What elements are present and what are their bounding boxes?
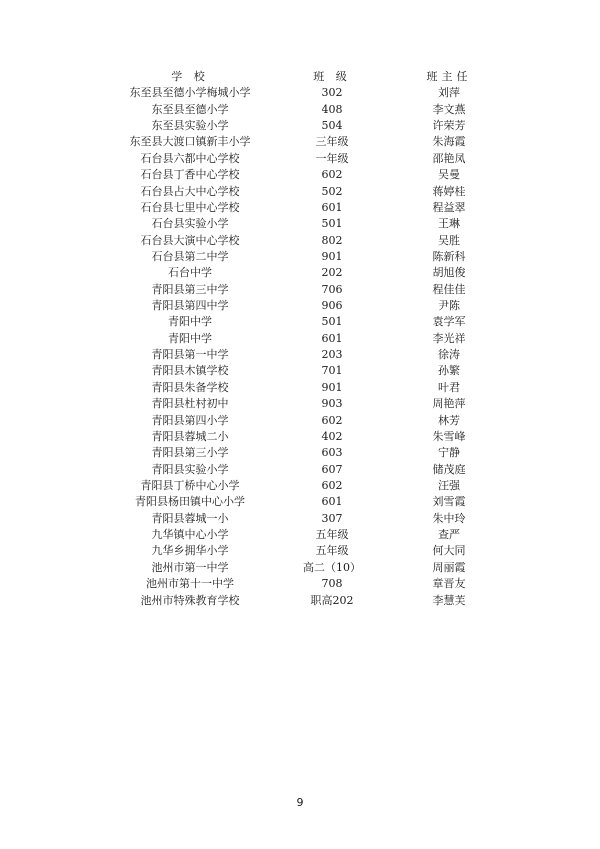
teacher-cell: 邵艳凤: [432, 151, 466, 165]
school-cell: 石台县第二中学: [151, 249, 229, 263]
school-cell: 青阳县第四小学: [151, 413, 229, 427]
school-cell: 九华乡拥华小学: [151, 544, 229, 558]
school-cell: 池州市特殊教育学校: [140, 593, 240, 607]
school-cell: 青阳县第一中学: [151, 348, 229, 362]
table-row: [118, 314, 496, 330]
school-cell: 石台中学: [168, 266, 212, 280]
table-row: [118, 249, 496, 265]
class-cell: 601: [321, 331, 343, 345]
class-cell: 501: [321, 217, 343, 231]
table-row: [118, 282, 496, 298]
table-row: [118, 494, 496, 510]
teacher-cell: 朱雪峰: [432, 429, 466, 443]
teacher-cell: 尹陈: [438, 299, 460, 313]
class-cell: 三年级: [315, 135, 349, 149]
table-row: [118, 396, 496, 412]
school-cell: 青阳县蓉城一小: [151, 511, 229, 525]
table-row: [118, 478, 496, 494]
school-cell: 青阳中学: [168, 331, 212, 345]
teacher-cell: 吴曼: [438, 168, 460, 182]
table-row: [118, 462, 496, 478]
table-row: [118, 85, 496, 101]
school-cell: 池州市第一中学: [151, 560, 229, 574]
teacher-cell: 储茂庭: [432, 462, 466, 476]
table-row: [118, 265, 496, 281]
table-row: [118, 167, 496, 183]
class-cell: 903: [321, 397, 343, 411]
school-cell: 石台县大演中心学校: [140, 233, 240, 247]
table-row: [118, 380, 496, 396]
header-class: 班 级: [313, 70, 351, 83]
school-cell: 东至县大渡口镇新丰小学: [129, 135, 251, 149]
class-cell: 职高202: [310, 593, 354, 607]
school-cell: 青阳县实验小学: [151, 462, 229, 476]
class-cell: 706: [321, 282, 343, 296]
school-cell: 青阳县杜村初中: [151, 397, 229, 411]
table-row: [118, 102, 496, 118]
class-cell: 901: [321, 380, 343, 394]
table-body: [118, 85, 496, 609]
table-row: [118, 134, 496, 150]
school-cell: 东至县实验小学: [151, 119, 229, 133]
table-row: [118, 576, 496, 592]
teacher-cell: 李光祥: [432, 331, 466, 345]
teacher-cell: 李慧芙: [432, 593, 466, 607]
class-cell: 504: [321, 119, 343, 133]
table-row: [118, 216, 496, 232]
table-row: [118, 511, 496, 527]
teacher-cell: 李文燕: [432, 102, 466, 116]
table-header-row: [118, 69, 496, 85]
school-cell: 青阳县木镇学校: [151, 364, 229, 378]
teacher-cell: 程佳佳: [432, 282, 466, 296]
class-cell: 302: [321, 86, 343, 100]
teacher-cell: 袁学军: [432, 315, 466, 329]
class-cell: 402: [321, 429, 343, 443]
teacher-cell: 刘雪霞: [432, 495, 466, 509]
class-cell: 708: [321, 577, 343, 591]
table-row: [118, 363, 496, 379]
class-cell: 五年级: [315, 528, 349, 542]
table-row: [118, 347, 496, 363]
class-cell: 602: [321, 168, 343, 182]
class-cell: 307: [321, 511, 343, 525]
class-cell: 高二（10）: [303, 560, 361, 574]
class-cell: 906: [321, 299, 343, 313]
school-cell: 青阳县朱备学校: [151, 380, 229, 394]
teacher-cell: 朱中玲: [432, 511, 466, 525]
class-cell: 802: [321, 233, 343, 247]
school-cell: 石台县丁香中心学校: [140, 168, 240, 182]
school-cell: 东至县至德小学梅城小学: [129, 86, 251, 100]
table-row: [118, 560, 496, 576]
class-cell: 901: [321, 249, 343, 263]
header-school: 学 校: [171, 70, 209, 83]
teacher-cell: 周艳萍: [432, 397, 466, 411]
teacher-cell: 陈新科: [432, 249, 466, 263]
teacher-cell: 周丽霞: [432, 560, 466, 574]
table-row: [118, 233, 496, 249]
teacher-cell: 林芳: [438, 413, 460, 427]
teacher-cell: 吴胜: [438, 233, 460, 247]
class-cell: 408: [321, 102, 343, 116]
class-cell: 五年级: [315, 544, 349, 558]
table-row: [118, 543, 496, 559]
school-cell: 东至县至德小学: [151, 102, 229, 116]
teacher-cell: 汪强: [438, 478, 460, 492]
class-cell: 602: [321, 478, 343, 492]
teacher-cell: 刘萍: [438, 86, 460, 100]
teacher-cell: 徐涛: [438, 348, 460, 362]
table-row: [118, 593, 496, 609]
teacher-cell: 宁静: [438, 446, 460, 460]
class-cell: 501: [321, 315, 343, 329]
school-cell: 九华镇中心小学: [151, 528, 229, 542]
table-row: [118, 200, 496, 216]
class-cell: 502: [321, 184, 343, 198]
class-cell: 607: [321, 462, 343, 476]
table-row: [118, 331, 496, 347]
class-cell: 701: [321, 364, 343, 378]
header-teacher: 班主任: [426, 70, 472, 83]
teacher-cell: 章晋友: [432, 577, 466, 591]
school-cell: 石台县占大中心学校: [140, 184, 240, 198]
class-cell: 203: [321, 348, 343, 362]
table-row: [118, 413, 496, 429]
teacher-cell: 查严: [438, 528, 460, 542]
table-row: [118, 429, 496, 445]
teacher-cell: 许荣芳: [432, 119, 466, 133]
class-cell: 602: [321, 413, 343, 427]
table-row: [118, 445, 496, 461]
school-cell: 青阳县第三中学: [151, 282, 229, 296]
class-teacher-table: [118, 69, 496, 609]
teacher-cell: 程益翠: [432, 200, 466, 214]
school-cell: 青阳中学: [168, 315, 212, 329]
table-row: [118, 298, 496, 314]
school-cell: 石台县七里中心学校: [140, 200, 240, 214]
teacher-cell: 蒋婷桂: [432, 184, 466, 198]
table-row: [118, 118, 496, 134]
page-number: 9: [296, 796, 304, 809]
school-cell: 石台县实验小学: [151, 217, 229, 231]
school-cell: 池州市第十一中学: [146, 577, 234, 591]
table-row: [118, 184, 496, 200]
teacher-cell: 胡旭俊: [432, 266, 466, 280]
class-cell: 601: [321, 200, 343, 214]
school-cell: 青阳县第三小学: [151, 446, 229, 460]
teacher-cell: 王琳: [438, 217, 460, 231]
school-cell: 青阳县杨田镇中心小学: [135, 495, 245, 509]
school-cell: 石台县六都中心学校: [140, 151, 240, 165]
school-cell: 青阳县第四中学: [151, 299, 229, 313]
teacher-cell: 何大同: [432, 544, 466, 558]
table-row: [118, 527, 496, 543]
school-cell: 青阳县丁桥中心小学: [140, 478, 240, 492]
class-cell: 603: [321, 446, 343, 460]
teacher-cell: 叶君: [438, 380, 460, 394]
teacher-cell: 朱海霞: [432, 135, 466, 149]
class-cell: 202: [321, 266, 343, 280]
school-cell: 青阳县蓉城二小: [151, 429, 229, 443]
class-cell: 一年级: [315, 151, 349, 165]
table-row: [118, 151, 496, 167]
class-cell: 601: [321, 495, 343, 509]
teacher-cell: 孙繁: [438, 364, 460, 378]
